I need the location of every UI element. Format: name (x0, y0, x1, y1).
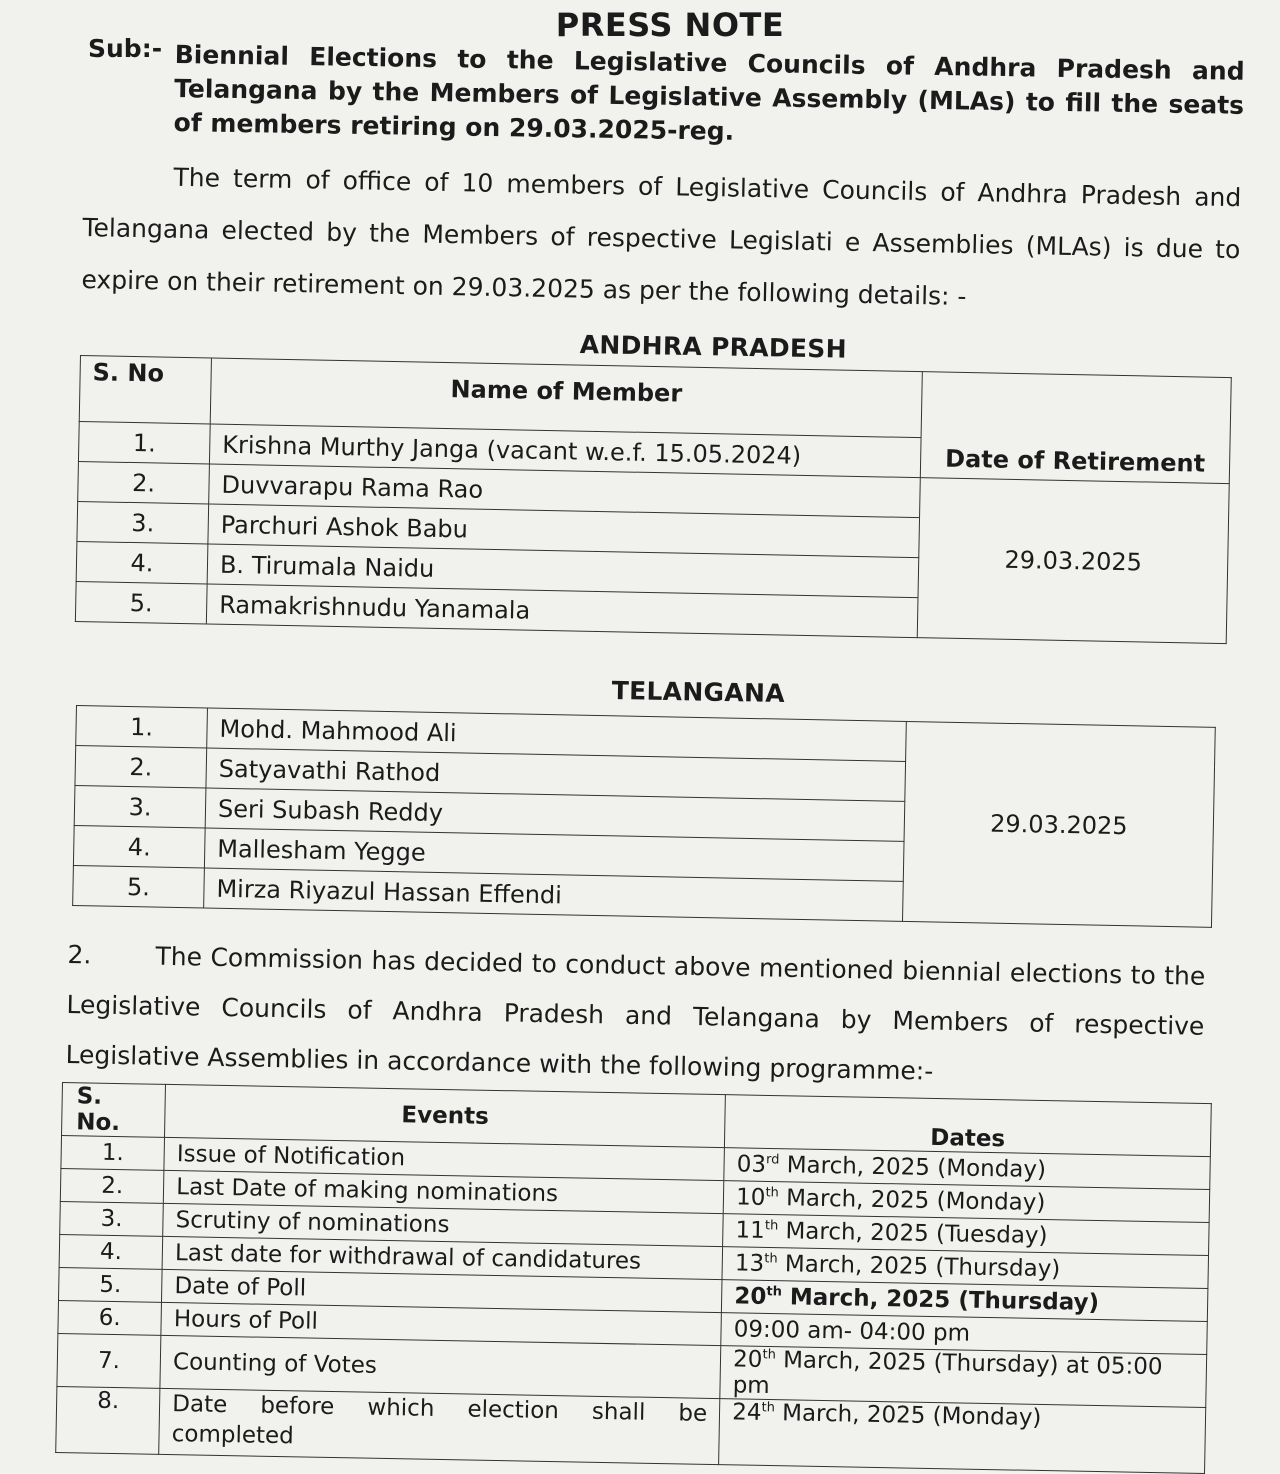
member-name-cell: Mallesham Yegge (204, 828, 904, 881)
member-name-cell: B. Tirumala Naidu (207, 544, 919, 598)
retirement-date-cell: 29.03.2025 (917, 478, 1229, 644)
sno-header: S. No (79, 356, 211, 425)
date-rest: March, 2025 (Tuesday) (778, 1218, 1048, 1249)
member-name-cell: Parchuri Ashok Babu (208, 504, 920, 558)
event-cell: Hours of Poll (161, 1302, 721, 1345)
sno-cell: 2. (75, 746, 207, 789)
events-header: Events (165, 1084, 726, 1147)
date-day: 11 (735, 1217, 765, 1244)
event-cell (159, 1388, 720, 1464)
sno-cell: 5. (75, 581, 207, 624)
member-name-cell: Mirza Riyazul Hassan Effendi (204, 868, 904, 921)
sno-header: S. No. (62, 1083, 166, 1138)
date-cell (719, 1399, 1206, 1474)
intro-paragraph: The term of office of 10 members of Legislative Councils of Andhra Pradesh and Telangana elected by the Members of respective Legislati e Assemblies (MLAs) is due to expire on their retirement on 29.03.2025 as per the following details: - (81, 150, 1242, 328)
sno-cell: 1. (78, 421, 210, 464)
event-cell: Last Date of making nominations (163, 1170, 723, 1213)
date-day: 09:00 am- 04:00 pm (733, 1316, 970, 1346)
page-title: PRESS NOTE (0, 6, 1280, 44)
date-suffix: th (762, 1347, 776, 1362)
event-cell: Counting of Votes (160, 1335, 721, 1398)
sno-cell: 2. (78, 461, 210, 504)
event-cell: Issue of Notification (164, 1137, 724, 1180)
event-line-2: completed (172, 1421, 294, 1449)
member-name-cell: Satyavathi Rathod (206, 748, 906, 801)
sno-cell: 3. (77, 501, 209, 544)
date-suffix: th (761, 1400, 775, 1415)
sno-cell: 6. (58, 1300, 162, 1335)
event-cell: Last date for withdrawal of candidatures (162, 1236, 722, 1279)
sno-cell: 4. (59, 1234, 163, 1269)
date-rest: March, 2025 (Monday) (779, 1152, 1046, 1183)
member-name-cell: Ramakrishnudu Yanamala (206, 584, 918, 638)
date-rest: March, 2025 (Monday) (779, 1185, 1046, 1216)
programme-table (55, 1082, 1212, 1474)
date-suffix: th (765, 1218, 779, 1233)
date-header: Date of Retirement (920, 372, 1231, 484)
paragraph-number: 2. (67, 930, 156, 982)
sno-cell: 2. (60, 1168, 164, 1203)
sno-cell: 3. (74, 785, 206, 828)
sno-cell: 3. (60, 1201, 164, 1236)
dates-header: Dates (725, 1095, 1212, 1157)
event-cell: Scrutiny of nominations (163, 1203, 723, 1246)
date-suffix: th (765, 1185, 779, 1200)
retirement-date-cell: 29.03.2025 (902, 721, 1215, 927)
date-day: 13 (735, 1250, 765, 1277)
sno-cell: 5. (58, 1267, 162, 1302)
date-rest: March, 2025 (Thursday) (782, 1284, 1100, 1316)
telangana-table (72, 705, 1216, 928)
date-day: 10 (736, 1184, 766, 1211)
date-rest: March, 2025 (Thursday) (777, 1251, 1060, 1282)
date-suffix: rd (766, 1152, 780, 1167)
sno-cell: 4. (73, 825, 205, 868)
date-rest: March, 2025 (Monday) (775, 1400, 1042, 1431)
paragraph-2 (65, 930, 1206, 1102)
member-name-cell: Krishna Murthy Janga (vacant w.e.f. 15.05.2024) (209, 424, 921, 478)
andhra-pradesh-heading: ANDHRA PRADESH (579, 330, 847, 364)
telangana-heading: TELANGANA (611, 676, 785, 708)
event-line-1: Date before which election shall be (172, 1389, 707, 1429)
date-day: 03 (737, 1151, 767, 1178)
date-rest: March, 2025 (Thursday) at 05:00 pm (732, 1347, 1162, 1399)
date-day: 24 (732, 1399, 762, 1426)
date-suffix: th (764, 1251, 778, 1266)
date-cell (720, 1346, 1207, 1408)
date-suffix: th (766, 1284, 782, 1299)
member-name-cell: Duvvarapu Rama Rao (209, 464, 921, 518)
date-day: 20 (733, 1346, 763, 1373)
sno-cell: 5. (73, 865, 205, 908)
paragraph-2-text: The Commission has decided to conduct above mentioned biennial elections to the Legislative Councils of Andhra Pradesh and Telangana by Members of respective Legislative Assemblies in accordance with the following programme:- (65, 942, 1205, 1086)
sno-cell: 4. (76, 541, 208, 584)
event-cell: Date of Poll (162, 1269, 722, 1312)
member-name-cell: Mohd. Mahmood Ali (207, 708, 907, 761)
sno-cell: 1. (76, 706, 208, 749)
andhra-pradesh-table (75, 355, 1232, 644)
subject-text: Biennial Elections to the Legislative Councils of Andhra Pradesh and Telangana by the Members of Legislative Assembly (MLAs) to fill the seats of members retiring on 29.03.2025-reg. (173, 38, 1244, 157)
date-day: 20 (734, 1283, 766, 1310)
subject-label: Sub:- (88, 34, 162, 63)
sno-cell: 1. (61, 1136, 165, 1171)
member-name-cell: Seri Subash Reddy (205, 788, 905, 841)
name-header: Name of Member (210, 358, 922, 438)
sno-cell: 8. (56, 1386, 160, 1454)
sno-cell: 7. (57, 1333, 161, 1388)
